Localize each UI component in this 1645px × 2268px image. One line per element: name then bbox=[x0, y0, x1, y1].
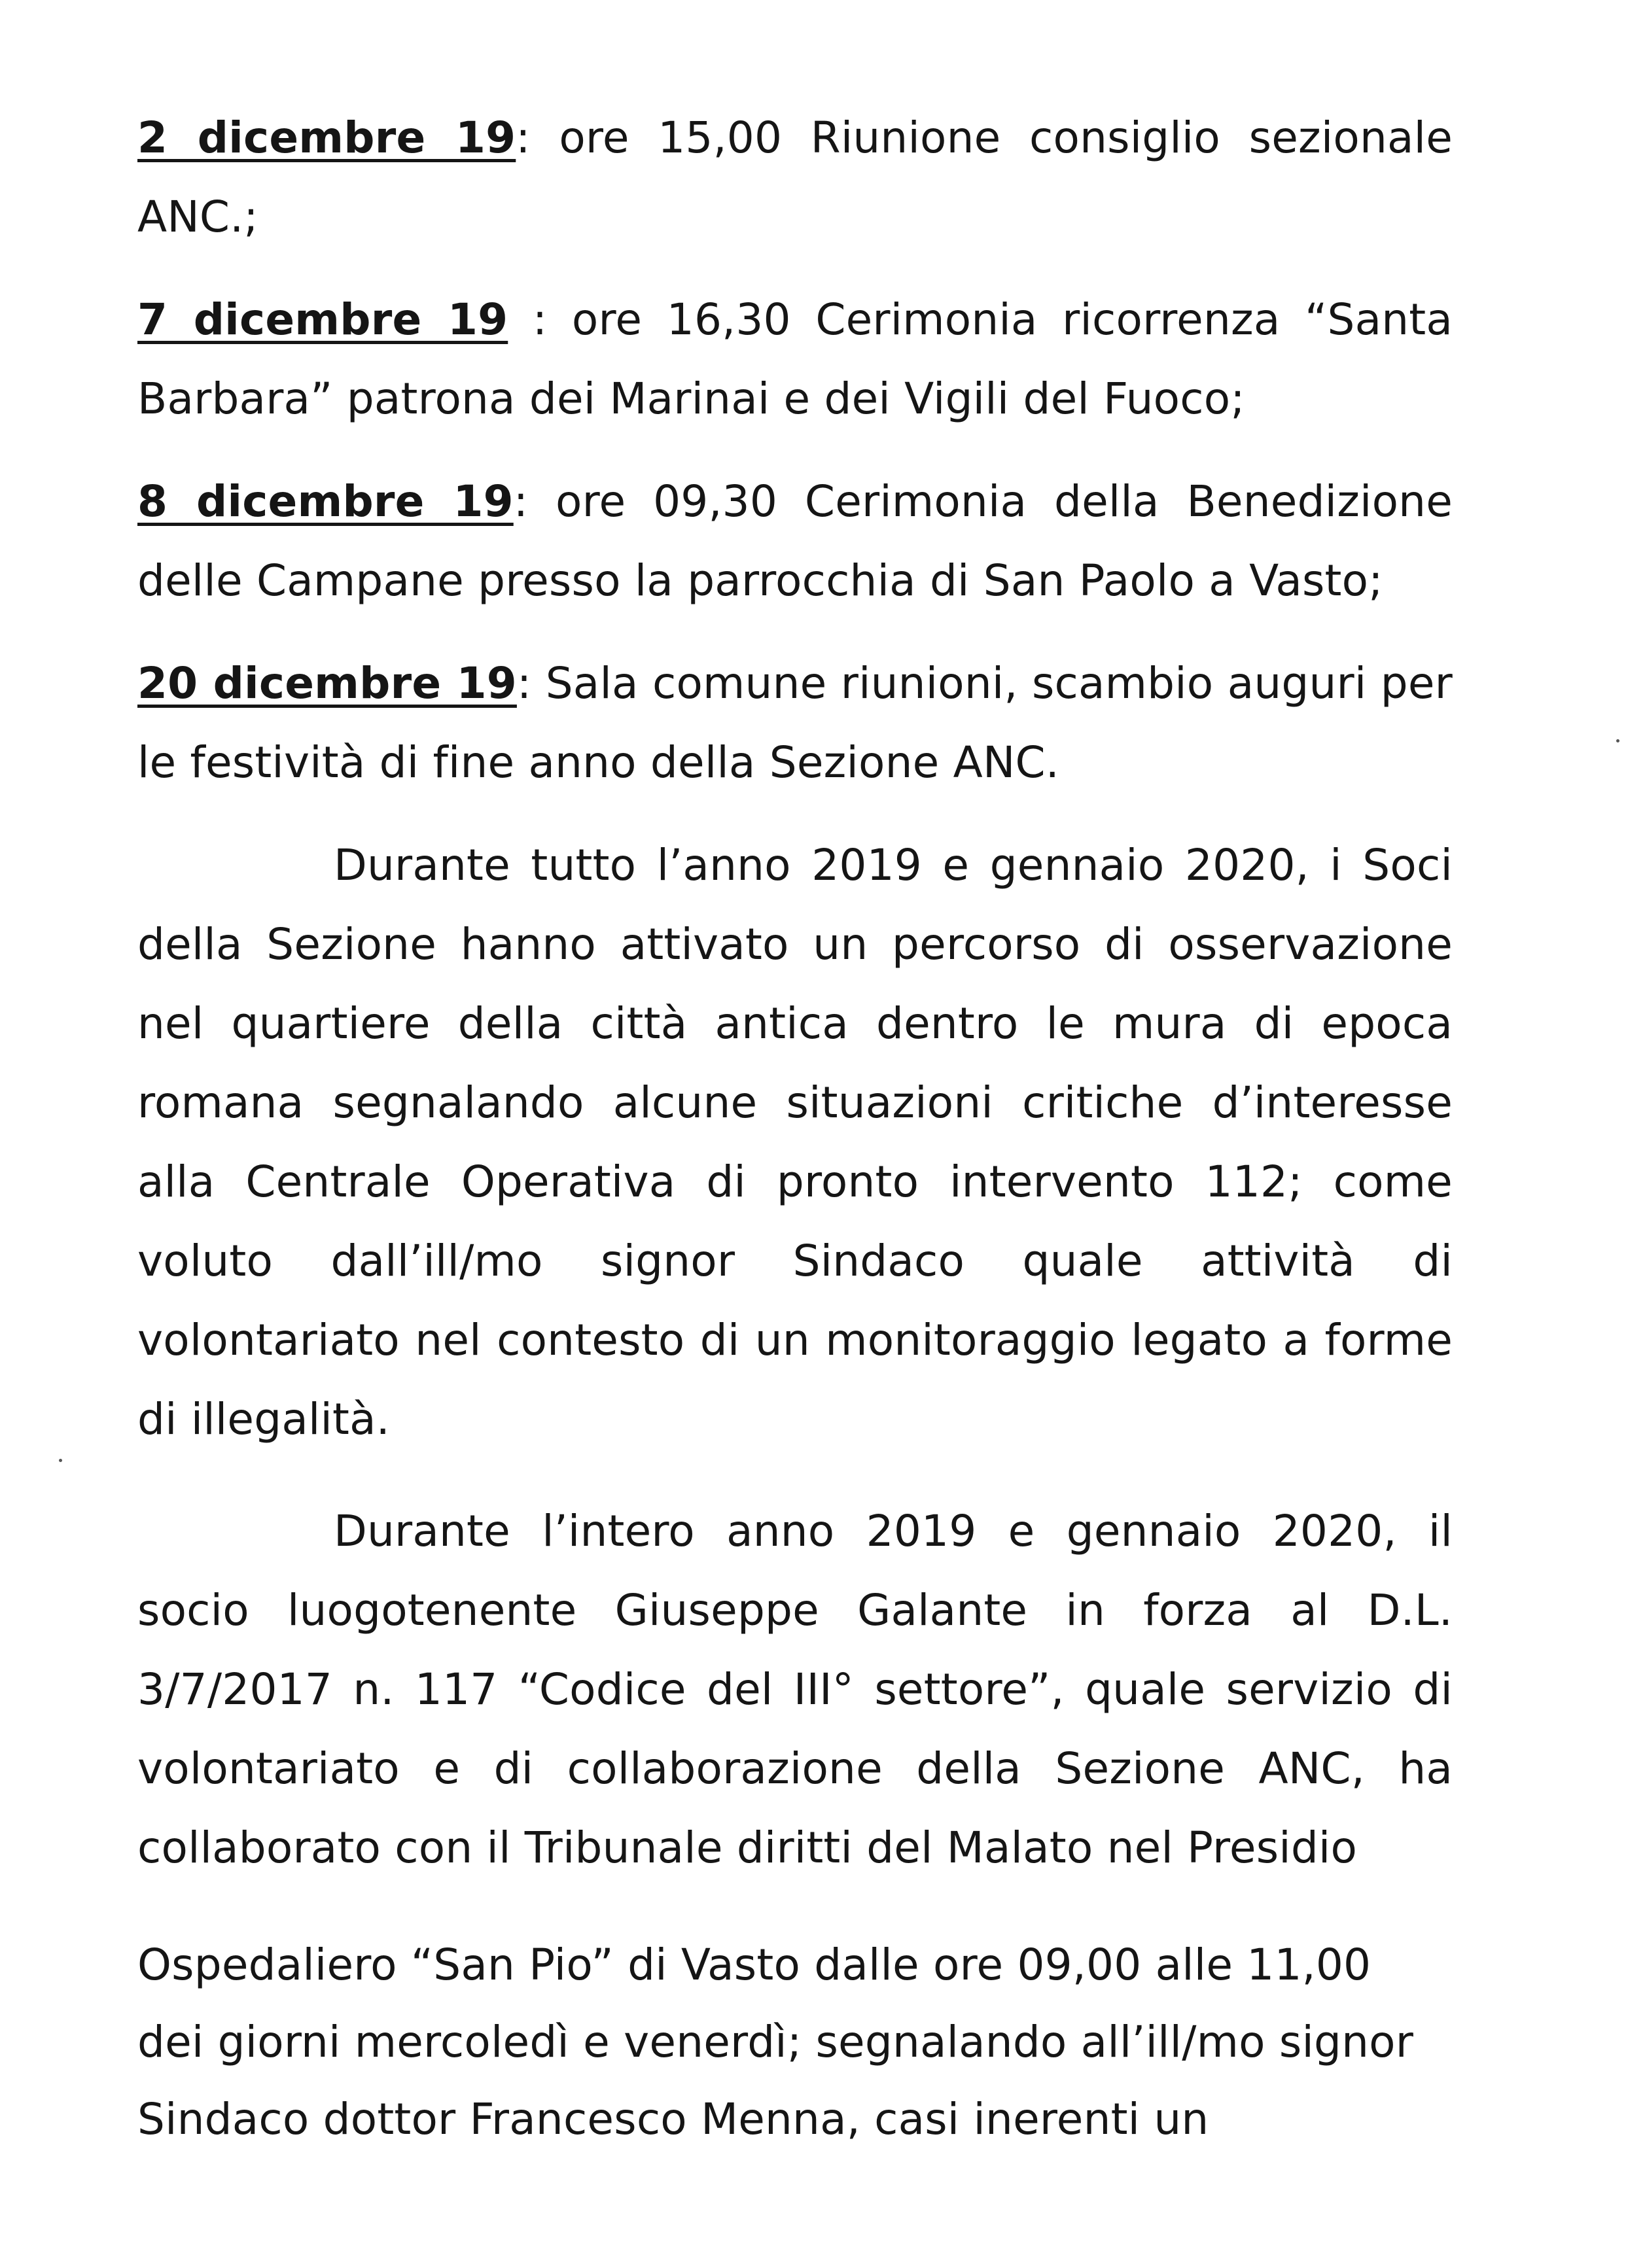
entry-text: : ore 15,00 Riunione consiglio sezionale ANC.; bbox=[137, 113, 1453, 242]
scan-speck bbox=[1616, 739, 1619, 742]
entry-7-dicembre bbox=[137, 280, 1453, 438]
entry-8-dicembre bbox=[137, 462, 1453, 620]
entry-20-dicembre bbox=[137, 644, 1453, 802]
entry-date: 20 dicembre 19 bbox=[137, 658, 517, 708]
paragraph-line: Sindaco dottor Francesco Menna, casi inerenti un bbox=[137, 2094, 1209, 2144]
entry-2-dicembre bbox=[137, 98, 1453, 256]
paragraph-osservazione: Durante tutto l’anno 2019 e gennaio 2020, i Soci della Sezione hanno attivato un percorso di osservazione nel quartiere della città antica dentro le mura di epoca romana segnalando alcune situazioni critiche d’interesse alla Centrale Operativa di pronto intervento 112; come voluto dall’ill/mo signor Sindaco quale attività di volontariato nel contesto di un monitoraggio legato a forme di illegalità. bbox=[137, 840, 1453, 1444]
entry-text: : ore 16,30 Cerimonia ricorrenza “Santa Barbara” patrona dei Marinai e dei Vigili del Fuoco; bbox=[137, 294, 1453, 424]
scan-speck bbox=[59, 1459, 62, 1462]
document-page bbox=[137, 98, 1453, 2158]
entry-text: : Sala comune riunioni, scambio auguri per le festività di fine anno della Sezione ANC. bbox=[137, 658, 1453, 788]
paragraph-volontariato: Durante l’intero anno 2019 e gennaio 2020, il socio luogotenente Giuseppe Galante in forza al D.L. 3/7/2017 n. 117 “Codice del III° settore”, quale servizio di volontariato e di collaborazione della Sezione ANC, ha collaborato con il Tribunale diritti del Malato nel Presidio bbox=[137, 1506, 1453, 1873]
paragraph-ospedale bbox=[137, 1927, 1453, 2158]
entry-date: 8 dicembre 19 bbox=[137, 476, 514, 527]
entry-date: 2 dicembre 19 bbox=[137, 113, 516, 163]
entry-text: : ore 09,30 Cerimonia della Benedizione delle Campane presso la parrocchia di San Paolo a Vasto; bbox=[137, 476, 1453, 606]
paragraph-line: dei giorni mercoledì e venerdì; segnalando all’ill/mo signor bbox=[137, 2017, 1414, 2067]
entry-date: 7 dicembre 19 bbox=[137, 294, 508, 345]
paragraph-line: Ospedaliero “San Pio” di Vasto dalle ore 09,00 alle 11,00 bbox=[137, 1940, 1371, 1990]
